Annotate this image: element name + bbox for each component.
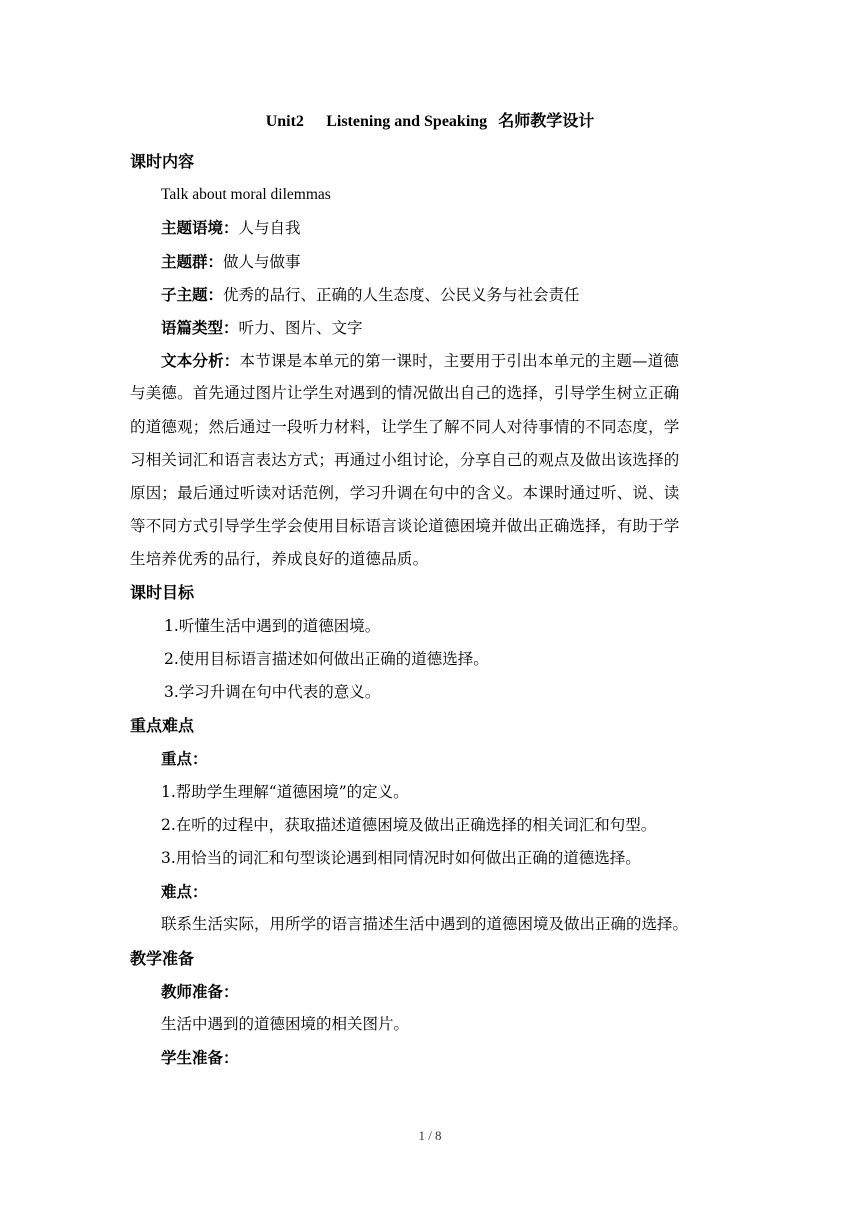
title-cn: 名师教学设计 [498,111,595,130]
heading-key-points: 重点难点 [130,716,195,736]
key-item: 1.帮助学生理解“道德困境”的定义。 [161,782,409,801]
theme-group-line [130,245,736,278]
difficult-text: 联系生活实际，用所学的语言描述生活中遇到的道德困境及做出正确的选择。 [161,915,689,934]
key-item: 2.在听的过程中，获取描述道德困境及做出正确选择的相关词汇和句型。 [161,815,657,834]
title-sub: Listening and Speaking [326,113,488,130]
lesson-topic-text: Talk about moral dilemmas [161,186,331,204]
document-body [130,145,736,1074]
student-prep-label: 学生准备： [161,1048,239,1068]
theme-context-value: 人与自我 [238,219,301,238]
analysis-label: 文本分析： [161,351,240,371]
analysis-paragraph [130,344,736,576]
heading-lesson-content: 课时内容 [130,152,195,171]
difficult-label: 难点： [161,882,208,902]
teacher-prep-text: 生活中遇到的道德困境的相关图片。 [161,1014,410,1033]
analysis-line: 原因；最后通过听读对话范例，学习升调在句中的含义。本课时通过听、说、读 [130,483,680,502]
sub-theme-value: 优秀的品行、正确的人生态度、公民义务与社会责任 [223,285,580,304]
heading-objectives: 课时目标 [130,583,195,603]
analysis-line: 与美德。首先通过图片让学生对遇到的情况做出自己的选择，引导学生树立正确 [130,384,680,403]
sub-theme-label: 子主题： [161,284,224,304]
analysis-line: 等不同方式引导学生学会使用目标语言谈论道德困境并做出正确选择，有助于学 [130,517,680,536]
key-item: 3.用恰当的词汇和句型谈论遇到相同情况时如何做出正确的道德选择。 [161,848,641,867]
key-label: 重点： [161,749,208,769]
theme-group-value: 做人与做事 [223,252,301,271]
analysis-line: 习相关词汇和语言表达方式；再通过小组讨论，分享自己的观点及做出该选择的 [130,450,680,469]
page-number: 1 / 8 [418,1128,442,1143]
text-type-value: 听力、图片、文字 [238,318,363,337]
theme-group-label: 主题群： [161,251,224,271]
analysis-line: 生培养优秀的品行，养成良好的道德品质。 [130,550,429,569]
objective-item: 3.学习升调在句中代表的意义。 [164,683,381,701]
objective-item: 2.使用目标语言描述如何做出正确的道德选择。 [164,649,489,668]
title-unit: Unit2 [265,113,304,130]
theme-context-label: 主题语境： [161,218,239,238]
teacher-prep-label: 教师准备： [161,981,239,1001]
analysis-line: 的道德观；然后通过一段听力材料，让学生了解不同人对待事情的不同态度，学 [130,417,680,436]
sub-theme-line [130,278,736,311]
heading-preparation: 教学准备 [130,948,195,968]
theme-context-line [130,211,736,244]
document-title [0,110,860,133]
objective-item: 1.听懂生活中遇到的道德困境。 [164,616,381,635]
text-type-label: 语篇类型： [161,317,239,337]
lesson-topic [130,178,736,211]
text-type-line [130,311,736,344]
analysis-line: 文本分析：本节课是本单元的第一课时，主要用于引出本单元的主题—道德 [161,351,680,371]
